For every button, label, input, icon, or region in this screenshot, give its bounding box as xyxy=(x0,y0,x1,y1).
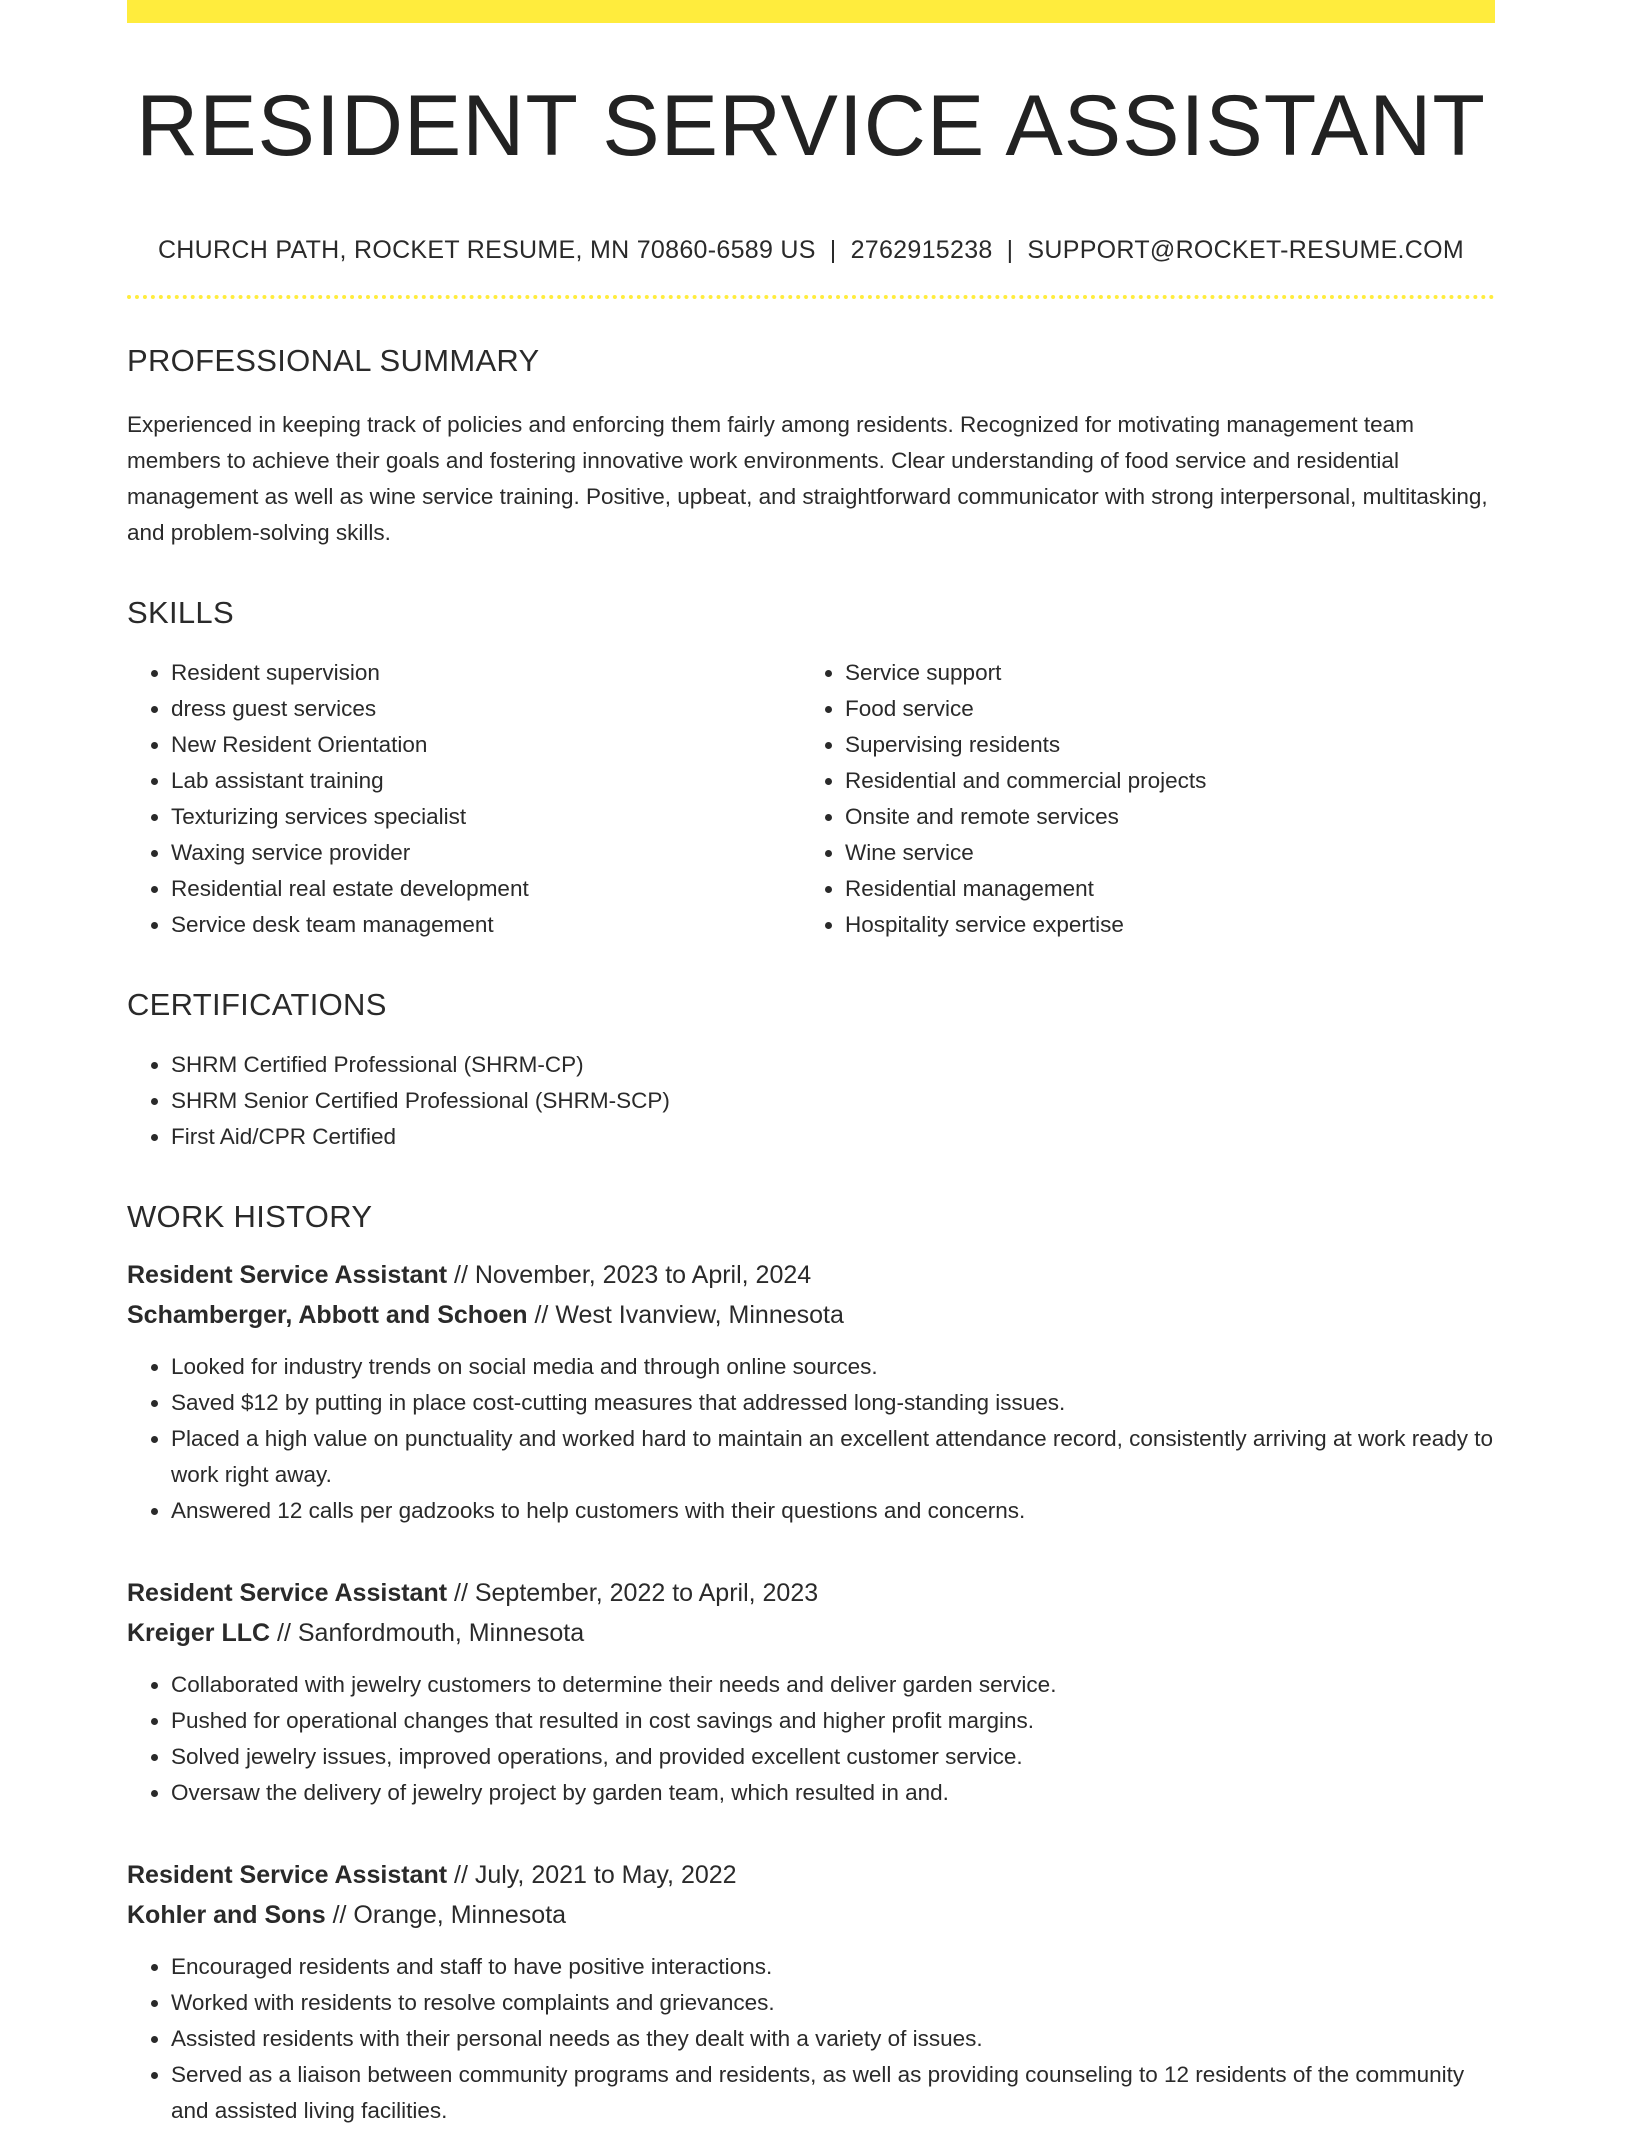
certification-item: • SHRM Certified Professional (SHRM-CP) xyxy=(171,1047,1495,1083)
job-bullet: • Placed a high value on punctuality and worked hard to maintain an excellent attendance record, consistently arriving at work ready to work right away. xyxy=(171,1421,1495,1493)
job-title: Resident Service Assistant xyxy=(127,1260,448,1289)
skill-item: • Waxing service provider xyxy=(171,835,801,871)
job-entry xyxy=(127,1255,1495,1529)
contact-address: CHURCH PATH, ROCKET RESUME, MN 70860-6589 US xyxy=(157,235,816,264)
skills-list-left xyxy=(127,655,801,943)
contact-phone: 2762915238 xyxy=(850,235,993,264)
summary-text: Experienced in keeping track of policies and enforcing them fairly among residents. Recognized for motivating management team members to achieve their goals and fostering innovative work environments. Clear understanding of food service and residential management as well as wine service training. Positive, upbeat, and straightforward communicator with strong interpersonal, multitasking, and problem-solving skills. xyxy=(127,411,1488,545)
skill-item: • Service desk team management xyxy=(171,907,801,943)
work-history-section xyxy=(127,1199,1495,2129)
contact-separator: | xyxy=(1006,235,1014,264)
skill-item: • Residential management xyxy=(845,871,1475,907)
job-title-line xyxy=(127,1255,1495,1295)
skills-section xyxy=(127,595,1495,943)
job-title-line xyxy=(127,1573,1495,1613)
certifications-list xyxy=(127,1047,1495,1155)
skill-item: • Food service xyxy=(845,691,1475,727)
skill-item: • Onsite and remote services xyxy=(845,799,1475,835)
skill-item: • dress guest services xyxy=(171,691,801,727)
skill-item: • Service support xyxy=(845,655,1475,691)
job-bullet: • Served as a liaison between community programs and residents, as well as providing counseling to 12 residents of the community and assisted living facilities. xyxy=(171,2057,1495,2129)
job-company-line xyxy=(127,1895,1495,1935)
skills-heading: SKILLS xyxy=(127,594,234,630)
dotted-divider xyxy=(127,295,1495,299)
skills-columns xyxy=(127,655,1495,943)
job-bullets xyxy=(127,1667,1495,1811)
job-company-line xyxy=(127,1295,1495,1335)
job-company: Kohler and Sons xyxy=(127,1900,326,1929)
job-dates: // September, 2022 to April, 2023 xyxy=(447,1578,819,1607)
skill-item: • Resident supervision xyxy=(171,655,801,691)
job-company: Kreiger LLC xyxy=(127,1618,271,1647)
skill-item: • Supervising residents xyxy=(845,727,1475,763)
job-location: // West Ivanview, Minnesota xyxy=(527,1300,844,1329)
contact-separator: | xyxy=(829,235,837,264)
skill-item: • Wine service xyxy=(845,835,1475,871)
skill-item: • New Resident Orientation xyxy=(171,727,801,763)
job-dates: // November, 2023 to April, 2024 xyxy=(447,1260,812,1289)
job-location: // Sanfordmouth, Minnesota xyxy=(270,1618,585,1647)
certifications-heading: CERTIFICATIONS xyxy=(127,986,387,1022)
skill-item: • Lab assistant training xyxy=(171,763,801,799)
job-entry xyxy=(127,1855,1495,2129)
work-history-heading: WORK HISTORY xyxy=(127,1198,373,1234)
skills-column-right xyxy=(801,655,1475,943)
job-bullet: • Saved $12 by putting in place cost-cutting measures that addressed long-standing issues. xyxy=(171,1385,1495,1421)
summary-heading: PROFESSIONAL SUMMARY xyxy=(127,342,540,378)
job-bullets xyxy=(127,1349,1495,1529)
job-bullet: • Looked for industry trends on social media and through online sources. xyxy=(171,1349,1495,1385)
skill-item: • Texturizing services specialist xyxy=(171,799,801,835)
certification-item: • SHRM Senior Certified Professional (SHRM-SCP) xyxy=(171,1083,1495,1119)
skill-item: • Residential and commercial projects xyxy=(845,763,1475,799)
job-bullet: • Worked with residents to resolve complaints and grievances. xyxy=(171,1985,1495,2021)
job-company: Schamberger, Abbott and Schoen xyxy=(127,1300,528,1329)
job-bullet: • Assisted residents with their personal needs as they dealt with a variety of issues. xyxy=(171,2021,1495,2057)
job-bullets xyxy=(127,1949,1495,2129)
job-title-line xyxy=(127,1855,1495,1895)
job-title: Resident Service Assistant xyxy=(127,1860,448,1889)
job-entry xyxy=(127,1573,1495,1811)
certifications-section xyxy=(127,987,1495,1155)
skill-item: • Hospitality service expertise xyxy=(845,907,1475,943)
contact-line xyxy=(127,236,1495,265)
job-bullet: • Answered 12 calls per gadzooks to help customers with their questions and concerns. xyxy=(171,1493,1495,1529)
accent-top-bar xyxy=(127,0,1495,23)
certification-item: • First Aid/CPR Certified xyxy=(171,1119,1495,1155)
resume-name: RESIDENT SERVICE ASSISTANT xyxy=(136,78,1486,174)
job-location: // Orange, Minnesota xyxy=(325,1900,567,1929)
skills-list-right xyxy=(801,655,1475,943)
job-bullet: • Encouraged residents and staff to have positive interactions. xyxy=(171,1949,1495,1985)
job-company-line xyxy=(127,1613,1495,1653)
job-bullet: • Solved jewelry issues, improved operations, and provided excellent customer service. xyxy=(171,1739,1495,1775)
contact-email: SUPPORT@ROCKET-RESUME.COM xyxy=(1027,235,1465,264)
job-dates: // July, 2021 to May, 2022 xyxy=(447,1860,737,1889)
skills-column-left xyxy=(127,655,801,943)
summary-section xyxy=(127,343,1495,551)
job-bullet: • Collaborated with jewelry customers to determine their needs and deliver garden service. xyxy=(171,1667,1495,1703)
skill-item: • Residential real estate development xyxy=(171,871,801,907)
job-title: Resident Service Assistant xyxy=(127,1578,448,1607)
job-bullet: • Pushed for operational changes that resulted in cost savings and higher profit margins. xyxy=(171,1703,1495,1739)
job-bullet: • Oversaw the delivery of jewelry project by garden team, which resulted in and. xyxy=(171,1775,1495,1811)
resume-page xyxy=(127,0,1495,2129)
